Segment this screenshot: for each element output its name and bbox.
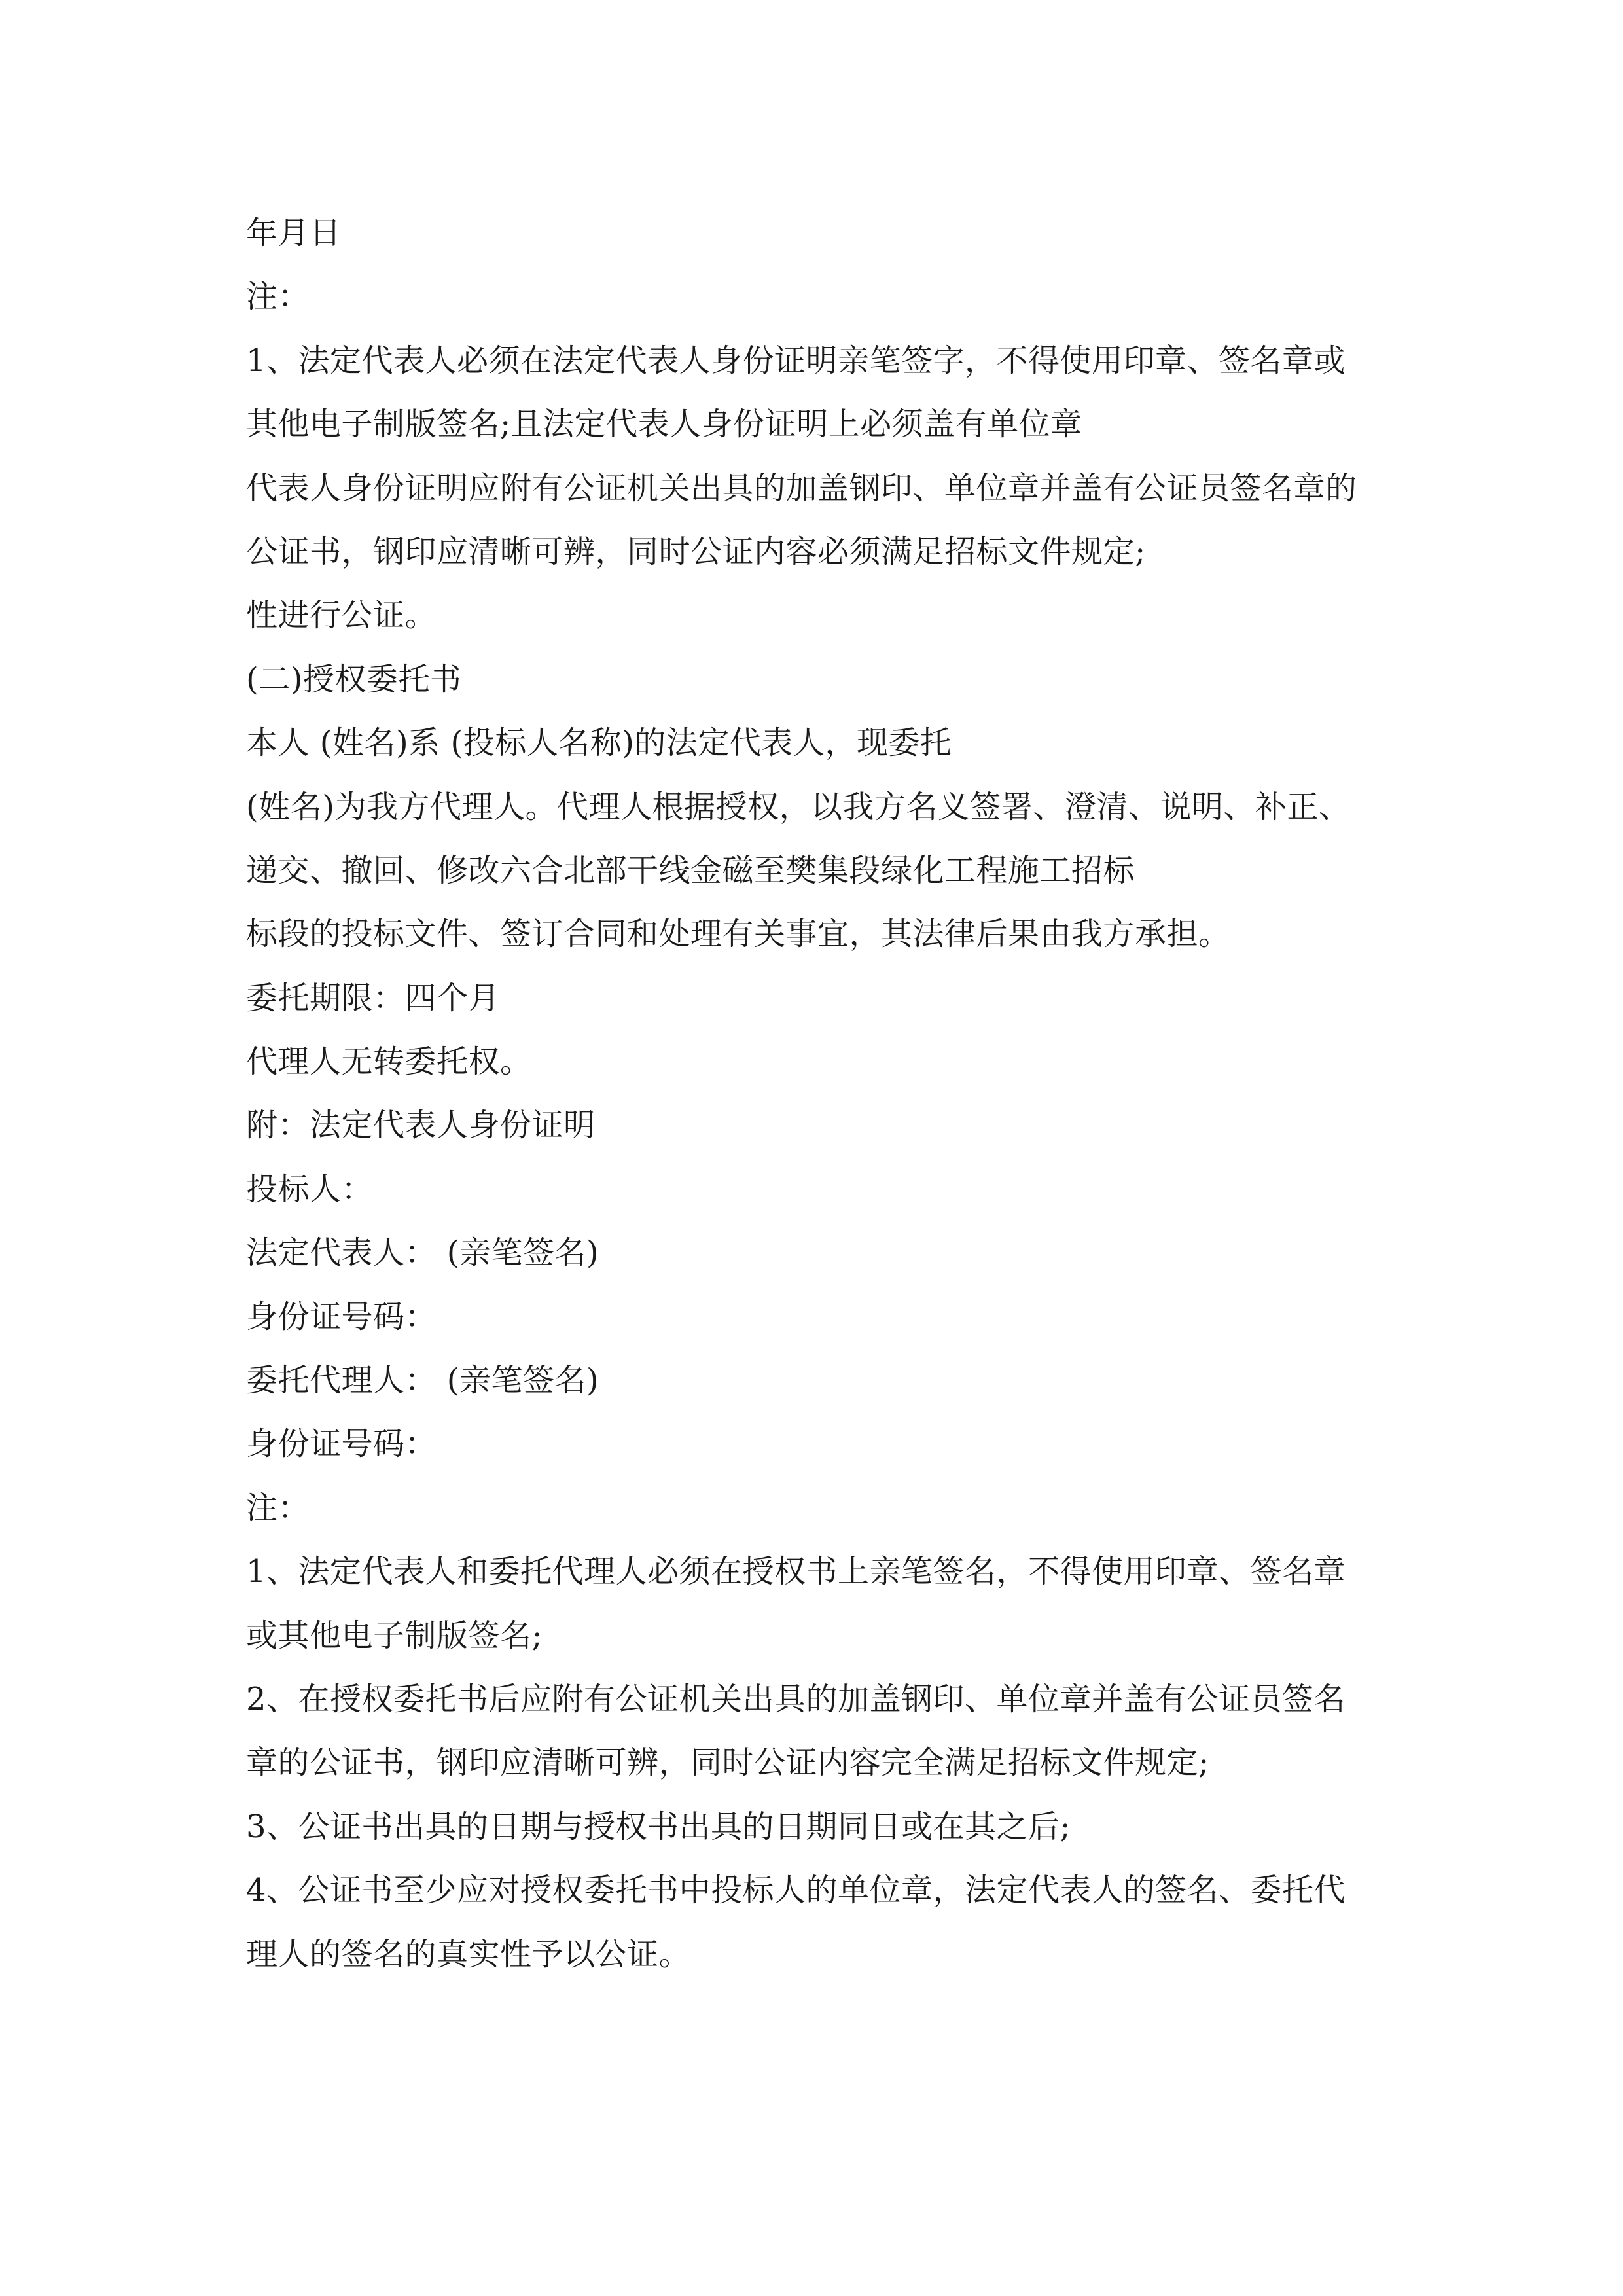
section-heading-authorization: (二)授权委托书 — [246, 660, 462, 698]
note-item-2-line-1: 代表人身份证明应附有公证机关出具的加盖钢印、单位章并盖有公证员签名章的 — [246, 469, 1357, 507]
legal-representative-signature-field: 法定代表人： (亲笔签名) — [246, 1234, 599, 1272]
note2-item-3: 3、公证书出具的日期与授权书出具的日期同日或在其之后; — [246, 1808, 1071, 1845]
note2-item-1-line-1: 1、法定代表人和委托代理人必须在授权书上亲笔签名，不得使用印章、签名章 — [246, 1553, 1346, 1590]
document-body — [246, 202, 1411, 1986]
note2-item-1-line-2: 或其他电子制版签名; — [246, 1617, 543, 1654]
authorized-agent-signature-field: 委托代理人： (亲笔签名) — [246, 1362, 599, 1399]
note-item-3-line: 性进行公证。 — [246, 597, 437, 634]
note2-item-2-line-1: 2、在授权委托书后应附有公证机关出具的加盖钢印、单位章并盖有公证员签名 — [246, 1680, 1346, 1717]
attachment-line: 附：法定代表人身份证明 — [246, 1107, 596, 1144]
date-line: 年月日 — [246, 215, 342, 251]
authorization-paragraph-line-3: 递交、撤回、修改六合北部干线金磁至樊集段绿化工程施工招标 — [246, 852, 1135, 889]
note-heading: 注： — [246, 278, 310, 315]
note2-item-4-line-2: 理人的签名的真实性予以公证。 — [246, 1935, 691, 1973]
authorization-paragraph-line-4: 标段的投标文件、签订合同和处理有关事宜，其法律后果由我方承担。 — [246, 916, 1230, 953]
note-heading-2: 注： — [246, 1489, 310, 1526]
authorization-term: 委托期限：四个月 — [246, 979, 501, 1016]
authorization-paragraph-line-2: (姓名)为我方代理人。代理人根据授权，以我方名义签署、澄清、说明、补正、 — [246, 788, 1351, 825]
authorized-agent-id-field: 身份证号码： — [246, 1426, 437, 1463]
note2-item-2-line-2: 章的公证书，钢印应清晰可辨，同时公证内容完全满足招标文件规定; — [246, 1744, 1209, 1782]
no-sub-delegation: 代理人无转委托权。 — [246, 1043, 532, 1081]
note2-item-4-line-1: 4、公证书至少应对授权委托书中投标人的单位章，法定代表人的签名、委托代 — [246, 1872, 1346, 1909]
authorization-paragraph-line-1: 本人 (姓名)系 (投标人名称)的法定代表人，现委托 — [246, 725, 952, 762]
legal-representative-id-field: 身份证号码： — [246, 1298, 437, 1335]
bidder-field: 投标人： — [246, 1170, 374, 1208]
note-item-1-line-1: 1、法定代表人必须在法定代表人身份证明亲笔签字，不得使用印章、签名章或 — [246, 342, 1346, 379]
note-item-1-line-2: 其他电子制版签名;且法定代表人身份证明上必须盖有单位章 — [246, 406, 1082, 443]
note-item-2-line-2: 公证书，钢印应清晰可辨，同时公证内容必须满足招标文件规定; — [246, 533, 1146, 570]
